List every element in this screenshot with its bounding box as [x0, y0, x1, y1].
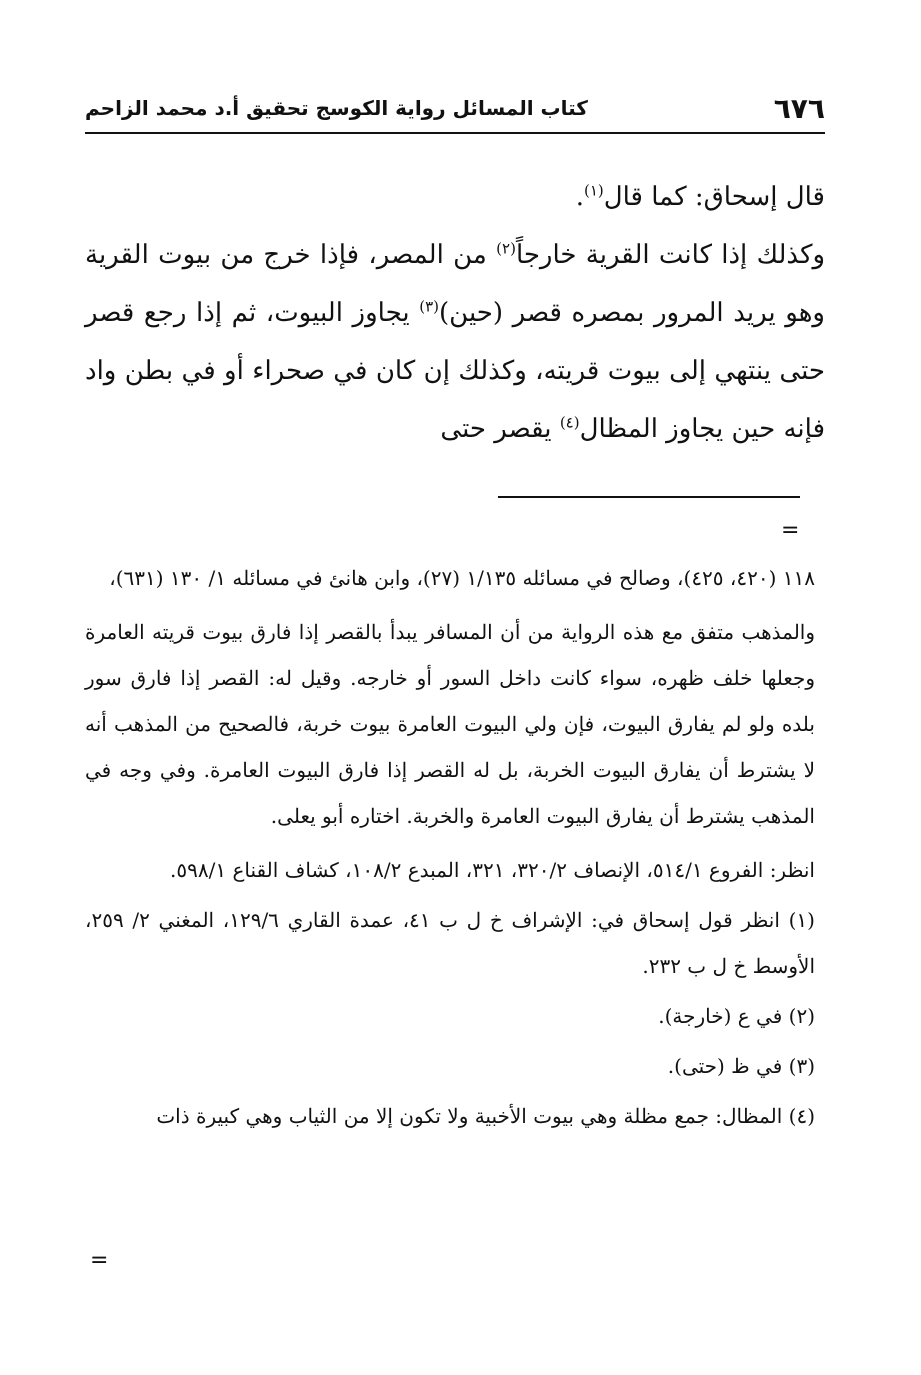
main-text-2b: من المصر، فإذا خرج من بيوت القرية وهو يريد المرور بمصره قصر (حين) [85, 240, 825, 328]
page-number: ٦٧٦ [773, 91, 825, 125]
continuation-mark-bottom: = [90, 1248, 109, 1273]
footnotes [85, 555, 815, 1139]
continued-note-c: انظر: الفروع ٥١٤/١، الإنصاف ٣٢٠/٢، ٣٢١، المبدع ١٠٨/٢، كشاف القناع ٥٩٨/١. [170, 858, 815, 882]
main-paragraph-2 [85, 226, 825, 458]
continued-note-b: والمذهب متفق مع هذه الرواية من أن المسافر يبدأ بالقصر إذا فارق بيوت قريته العامرة وجعلها خلف ظهره، سواء كانت داخل السور أو خارجه. وقيل له: القصر إذا فارق سور بلده ولو لم يفارق البيوت، فإن ولي البيوت العامرة بيوت خربة، فالصحيح من المذهب أنه لا يشترط أن يفارق البيوت الخربة، بل له القصر إذا فارق البيوت العامرة. وفي وجه في المذهب يشترط أن يفارق البيوت العامرة والخربة. اختاره أبو يعلى. [85, 620, 815, 828]
sentence-end: . [575, 182, 584, 212]
continued-note-a: ١١٨ (٤٢٠، ٤٢٥)، وصالح في مسائله ١/١٣٥ (٢٧)، وابن هانئ في مسائله ١/ ١٣٠ (٦٣١)، [109, 566, 815, 590]
header-rule [85, 132, 825, 134]
main-text [85, 168, 825, 458]
footnote-separator [498, 496, 800, 498]
main-text-2c: يجاوز البيوت، ثم إذا رجع قصر حتى ينتهي إلى بيوت قريته، وكذلك إن كان في صحراء أو في بطن واد فإنه حين يجاوز المظال [85, 298, 825, 444]
main-text-2d: يقصر حتى [440, 414, 560, 444]
footnote-4: (٤) المظال: جمع مظلة وهي بيوت الأخبية ولا تكون إلا من الثياب وهي كبيرة ذات [156, 1104, 815, 1128]
footnote-ref-2: (٢) [496, 239, 516, 258]
footnote-ref-1: (١) [583, 181, 604, 200]
continuation-mark-top: = [781, 518, 800, 543]
footnote-2: (٢) في ع (خارجة). [658, 1004, 815, 1028]
page-header [85, 88, 825, 128]
footnote-1: (١) انظر قول إسحاق في: الإشراف خ ل ب ٤١، عمدة القاري ١٢٩/٦، المغني ٢/ ٢٥٩، الأوسط خ ل ب ٢٣٢. [85, 908, 815, 978]
footnote-ref-3: (٣) [419, 297, 440, 316]
main-text-2a: وكذلك إذا كانت القرية خارجاً [515, 240, 825, 270]
main-text-1: قال إسحاق: كما قال [603, 182, 825, 212]
running-title: كتاب المسائل رواية الكوسج تحقيق أ.د محمد الزاحم [85, 96, 588, 120]
footnote-ref-4: (٤) [559, 413, 580, 432]
main-paragraph-1 [85, 168, 825, 226]
footnote-3: (٣) في ظ (حتى). [667, 1054, 815, 1078]
